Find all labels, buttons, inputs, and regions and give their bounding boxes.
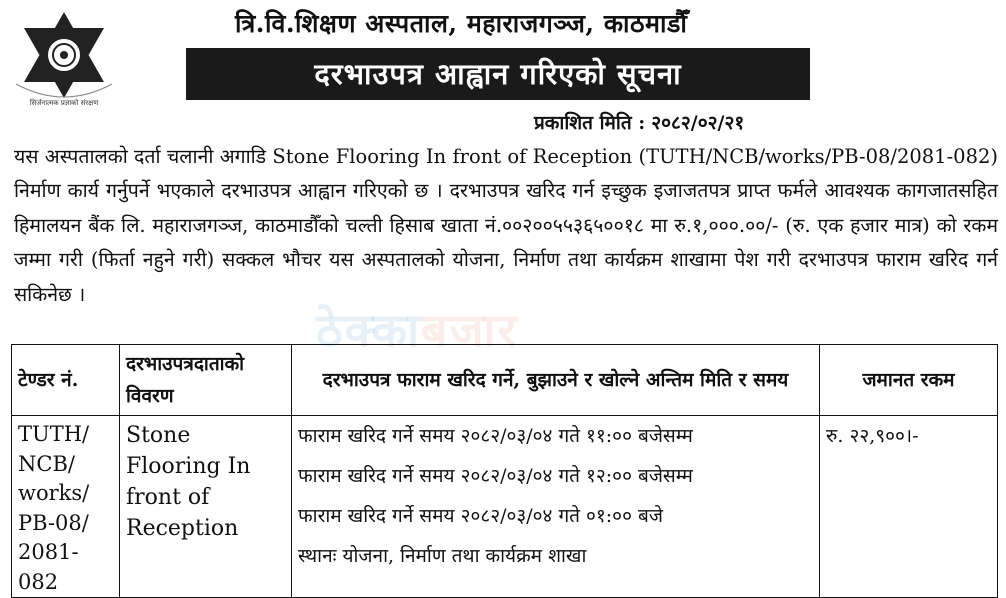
header-guarantee: जमानत रकम (820, 345, 998, 416)
header-bidder-details: दरभाउपत्रदाताको विवरण (120, 345, 292, 416)
cell-description: Stone Flooring In front of Reception (120, 416, 292, 598)
table-row (12, 416, 998, 598)
watermark-part1: ठेक्का (316, 303, 422, 357)
date-line: फाराम खरिद गर्ने समय २०८२/०३/०४ गते १२:०० बजेसम्म (298, 465, 693, 487)
cell-dates (292, 416, 820, 598)
hospital-emblem-icon (8, 6, 120, 110)
published-label: प्रकाशित मिति : (534, 112, 646, 134)
date-line: फाराम खरिद गर्ने समय २०८२/०३/०४ गते ०१:०० बजे (298, 505, 663, 527)
cell-tender-no: TUTH/ NCB/ works/ PB-08/ 2081-082 (12, 416, 120, 598)
tender-table (11, 344, 998, 598)
published-date-line (534, 109, 750, 135)
published-date: २०८२/०२/२१ (651, 112, 745, 134)
watermark-part2: बजार (421, 303, 519, 357)
notice-paragraph: यस अस्पतालको दर्ता चलानी अगाडि Stone Flooring In front of Reception (TUTH/NCB/works/PB-08/2081-082) निर्माण कार्य गर्नुपर्ने भएकाले दरभाउपत्र आह्वान गरिएको छ । दरभाउपत्र खरिद गर्न इच्छुक इजाजतपत्र प्राप्त फर्मले आवश्यक कागजातसहित हिमालयन बैंक लि. महाराजगञ्ज, काठमाडौँको चल्ती हिसाब खाता नं.००२००५५३६५००१८ मा रु.१,०००.००/- (रु. एक हजार मात्र) को रकम जम्मा गरी (फिर्ता नहुने गरी) सक्कल भौचर यस अस्पतालको योजना, निर्माण तथा कार्यक्रम शाखामा पेश गरी दरभाउपत्र फाराम खरिद गर्न सकिनेछ । (14, 145, 998, 306)
table-header-row (12, 345, 998, 416)
cell-guarantee: रु. २२,९००।- (820, 416, 998, 598)
notice-title: दरभाउपत्र आह्वान गरिएको सूचना (186, 48, 810, 100)
header-tender-no: टेण्डर नं. (12, 345, 120, 416)
location-line: स्थानः योजना, निर्माण तथा कार्यक्रम शाखा (298, 545, 587, 567)
emblem-motto: सिर्जनात्मक प्रज्ञाको संरक्षण (29, 99, 99, 107)
date-line: फाराम खरिद गर्ने समय २०८२/०३/०४ गते ११:०० बजेसम्म (298, 425, 693, 447)
hospital-name: त्रि.वि.शिक्षण अस्पताल, महाराजगञ्ज, काठमाडौँ (235, 9, 688, 38)
header-deadline: दरभाउपत्र फाराम खरिद गर्ने, बुझाउने र खोल्ने अन्तिम मिति र समय (292, 345, 820, 416)
notice-body (14, 140, 998, 312)
